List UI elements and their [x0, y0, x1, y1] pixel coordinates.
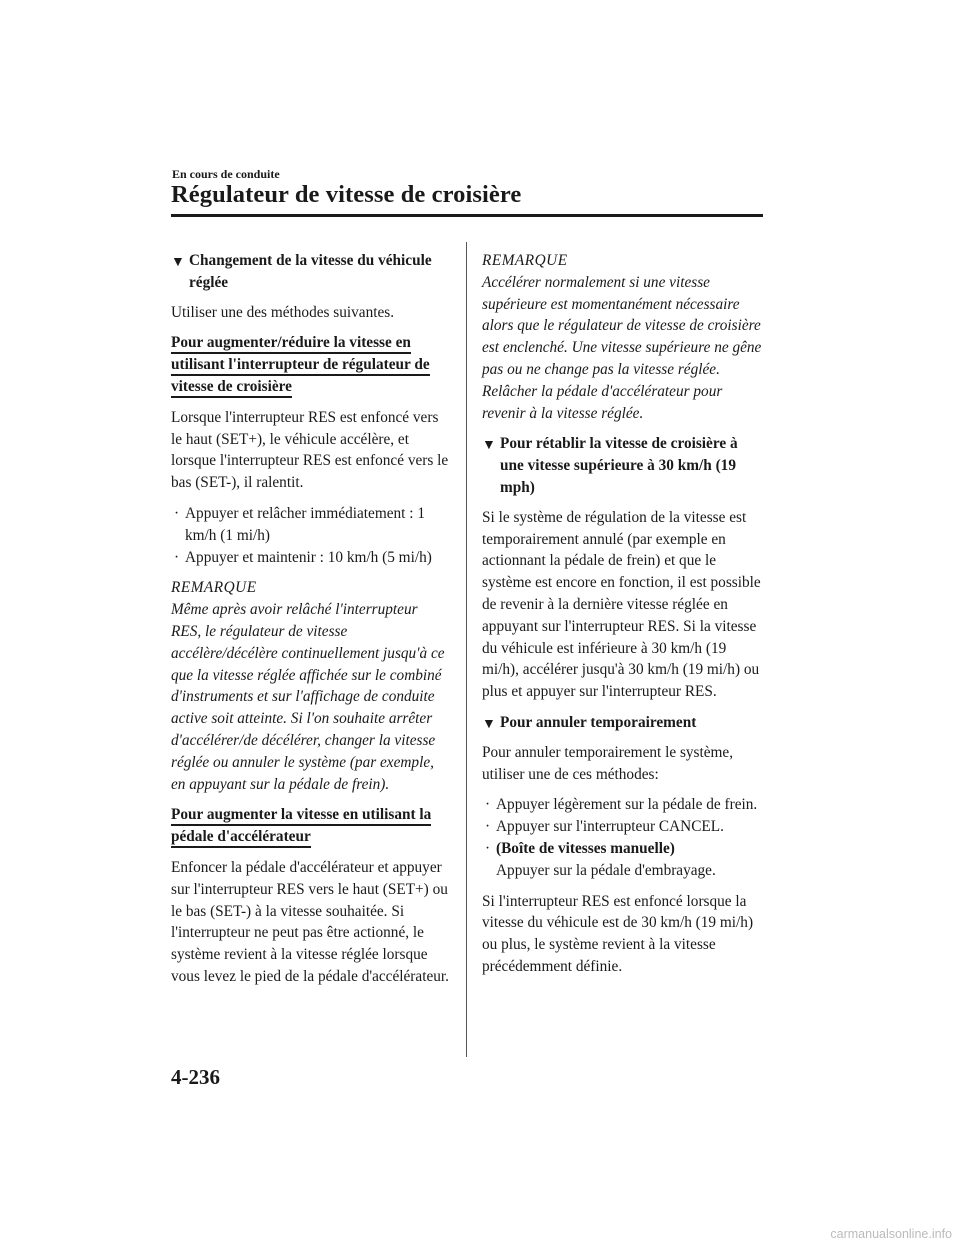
column-divider — [466, 242, 467, 1057]
note-block — [482, 250, 762, 424]
note-label: REMARQUE — [171, 579, 257, 597]
paragraph-methods: Utiliser une des méthodes suivantes. — [171, 303, 395, 321]
note-label: REMARQUE — [482, 252, 568, 269]
bullet-list-switch — [171, 503, 451, 568]
list-item: · (Boîte de vitesses manuelle) Appuyer sur la pédale d'embrayage. — [485, 839, 716, 879]
triangle-down-icon: ▼ — [482, 438, 496, 454]
note-text: Même après avoir relâché l'interrupteur RES, le régulateur de vitesse accélère/décélère continuellement jusqu'à ce que la vitesse réglée affichée sur le combiné d'instruments et sur l'affichage de conduite active soit atteinte. Si l'on souhaite arrêter d'accélérer/de décélérer, changer la vitesse réglée ou annuler le système (par exemple, en appuyant sur la pédale de frein). — [171, 601, 445, 793]
dot-bullet-icon: · — [174, 548, 180, 566]
subheading-pedal: Pour augmenter la vitesse en utilisant la pédale d'accélérateur — [171, 804, 451, 848]
dot-bullet-icon: · — [485, 818, 491, 836]
list-item: · Appuyer et relâcher immédiatement : 1 km/h (1 mi/h) — [174, 504, 425, 544]
dot-bullet-icon: · — [485, 796, 491, 814]
page-number: 4-236 — [171, 1065, 220, 1089]
paragraph-restore: Si le système de régulation de la vitesse est temporairement annulé (par exemple en actionnant la pédale de frein) et que le système est encore en fonction, il est possible de revenir à la dernière vitesse réglée en appuyant sur l'interrupteur RES. Si la vitesse du véhicule est inférieure à 30 km/h (19 mi/h), accélérer jusqu'à 30 km/h (19 mi/h) ou plus et appuyer sur l'interrupteur RES. — [482, 508, 761, 701]
bullet-list-cancel — [482, 794, 762, 881]
heading-text: Pour annuler temporairement — [500, 713, 697, 731]
left-column — [171, 250, 451, 997]
note-block — [171, 577, 451, 795]
note-text: Accélérer normalement si une vitesse supérieure est momentanément nécessaire alors que le régulateur de vitesse de croisière est enclenché. Une vitesse supérieure ne gêne pas ou ne change pas la vitesse réglée. Relâcher la pédale d'accélérateur pour revenir à la vitesse réglée. — [482, 273, 762, 422]
list-item: · Appuyer et maintenir : 10 km/h (5 mi/h) — [171, 547, 451, 569]
heading-cancel — [482, 712, 762, 734]
section-label: En cours de conduite — [172, 167, 280, 181]
list-item: · Appuyer sur l'interrupteur CANCEL. — [482, 816, 762, 838]
header-rule — [171, 214, 763, 217]
list-item: · Appuyer légèrement sur la pédale de frein. — [482, 794, 762, 816]
paragraph-final: Si l'interrupteur RES est enfoncé lorsque la vitesse du véhicule est de 30 km/h (19 mi/h) ou plus, le système revient à la vitesse précédemment définie. — [482, 892, 754, 975]
right-column — [482, 250, 762, 987]
paragraph-cancel: Pour annuler temporairement le système, utiliser une de ces méthodes: — [482, 743, 734, 783]
triangle-down-icon: ▼ — [171, 255, 185, 270]
page-title: Régulateur de vitesse de croisière — [171, 181, 522, 208]
paragraph-switch: Lorsque l'interrupteur RES est enfoncé vers le haut (SET+), le véhicule accélère, et lorsque l'interrupteur RES est enfoncé vers le bas (SET-), il ralentit. — [171, 408, 449, 492]
heading-restore — [482, 433, 762, 498]
dot-bullet-icon: · — [485, 839, 491, 857]
triangle-down-icon: ▼ — [482, 716, 496, 732]
heading-text: Pour rétablir la vitesse de croisière à une vitesse supérieure à 30 km/h (19 mph) — [500, 435, 738, 496]
heading-change-speed — [171, 250, 451, 294]
paragraph-pedal: Enfoncer la pédale d'accélérateur et appuyer sur l'interrupteur RES vers le haut (SET+) ou le bas (SET-) à la vitesse souhaitée. Si l'interrupteur ne peut pas être actionné, le système revient à la vitesse réglée lorsque vous levez le pied de la pédale d'accélérateur. — [171, 858, 449, 985]
heading-text: Changement de la vitesse du véhicule réglée — [189, 252, 432, 291]
watermark: carmanualsonline.info — [830, 1227, 952, 1241]
dot-bullet-icon: · — [174, 504, 180, 522]
subheading-switch: Pour augmenter/réduire la vitesse en utilisant l'interrupteur de régulateur de vitesse de croisière — [171, 332, 451, 397]
